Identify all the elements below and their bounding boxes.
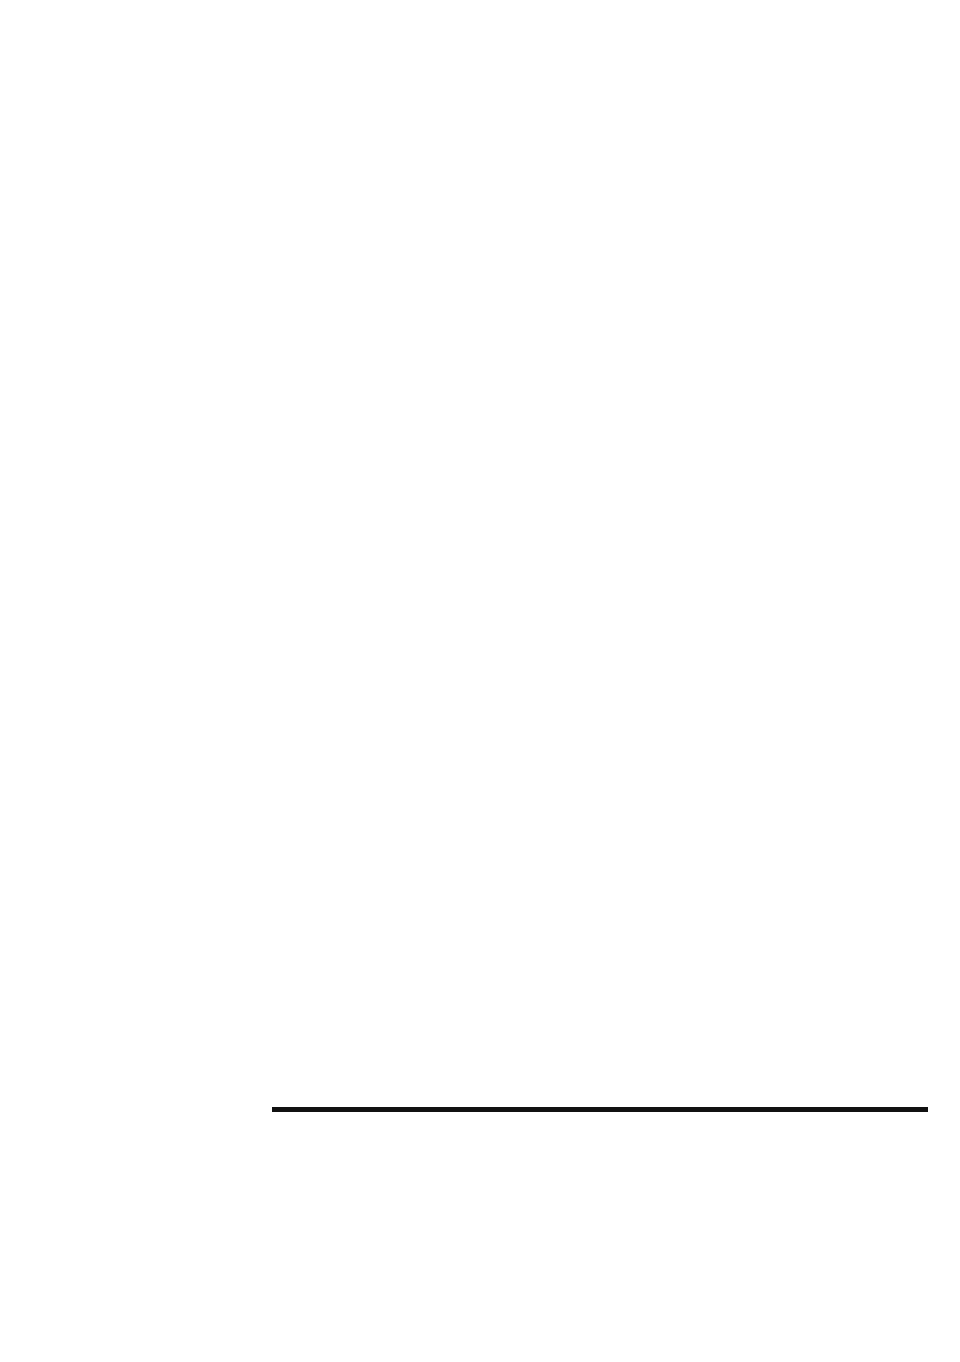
imprint-divider	[272, 1107, 928, 1112]
